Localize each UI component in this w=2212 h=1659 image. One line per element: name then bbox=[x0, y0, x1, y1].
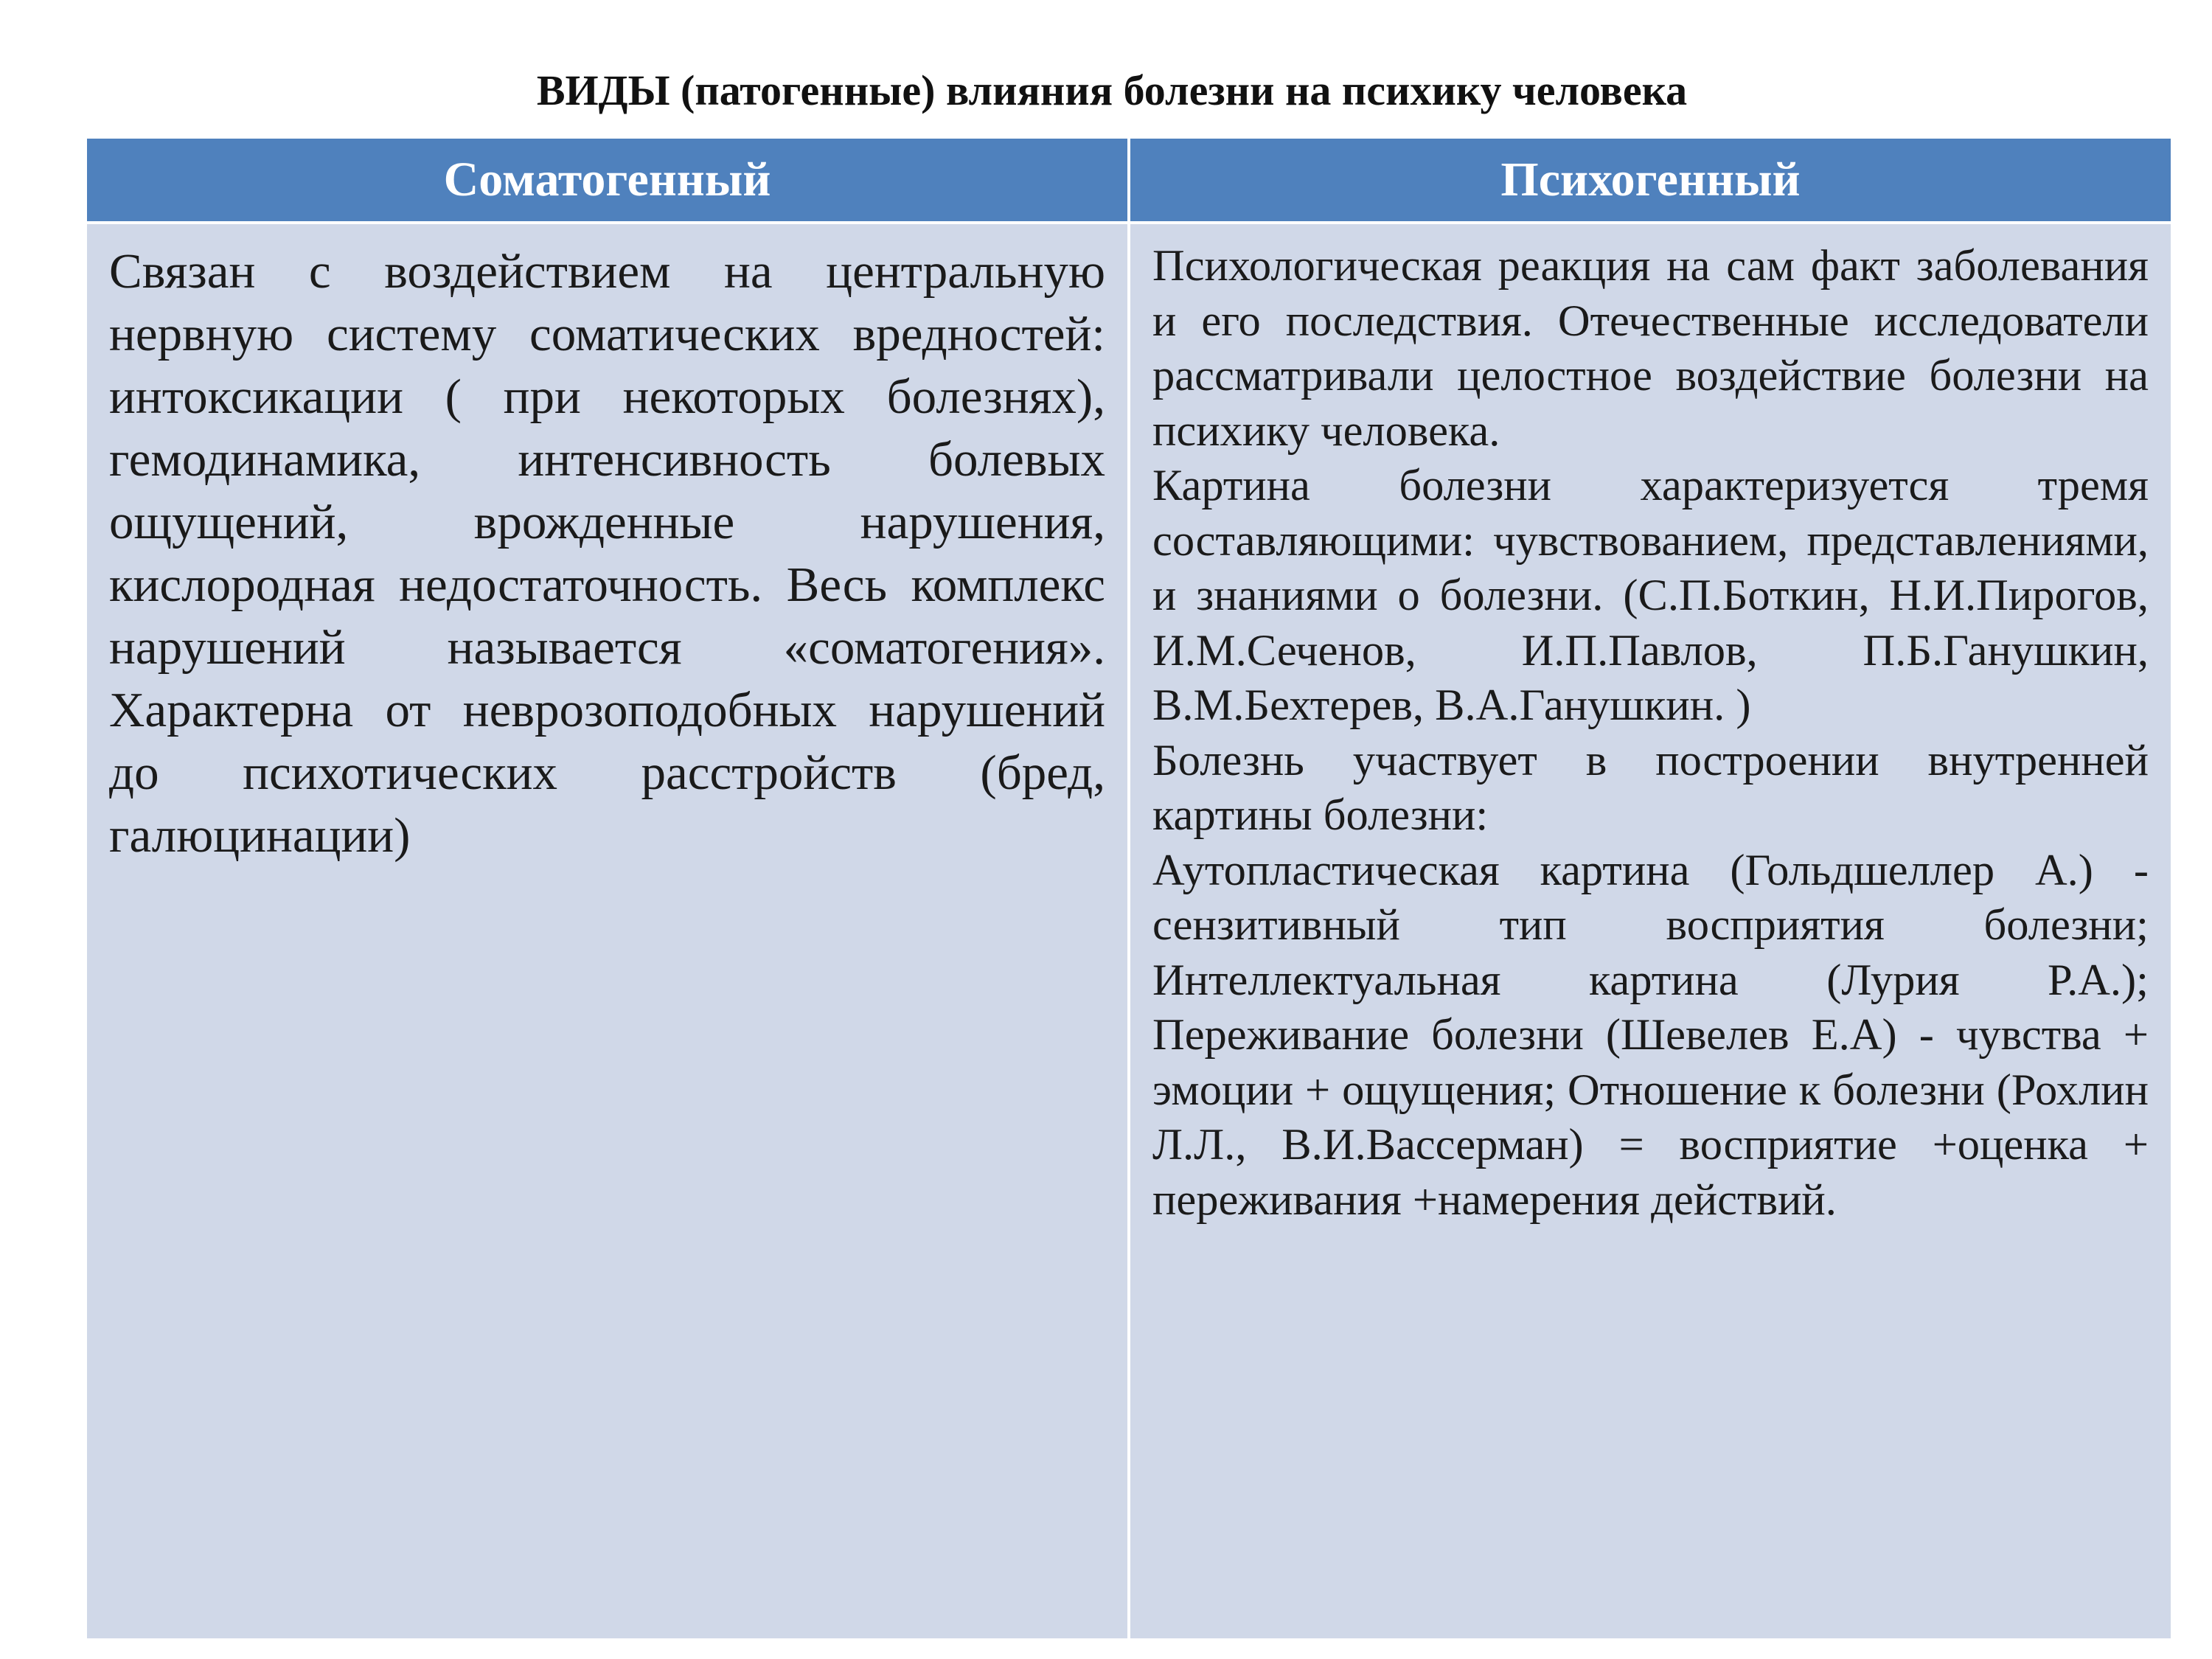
somatogenic-text: Связан с воздействием на центральную нервную систему соматических вредностей: интоксикации ( при некоторых болезнях), гемодинамика, интенсивность болевых ощущений, врожденные нарушения, кислородная недостаточность. Весь комплекс нарушений называется «соматогения». Характерна от неврозоподобных нарушений до психотических расстройств (бред, галюцинации) bbox=[109, 244, 1105, 863]
header-somatogenic: Соматогенный bbox=[87, 139, 1129, 223]
comparison-table bbox=[87, 139, 2171, 1638]
cell-psychogenic bbox=[1129, 223, 2171, 1638]
header-psychogenic: Психогенный bbox=[1129, 139, 2171, 223]
table-header-row bbox=[87, 139, 2171, 223]
psychogenic-paragraph-1: Психологическая реакция на сам факт заболевания и его последствия. Отечественные исследователи рассматривали целостное воздействие болезни на психику человека. bbox=[1152, 241, 2149, 456]
comparison-grid bbox=[87, 139, 2171, 1638]
psychogenic-paragraph-3: Болезнь участвует в построении внутренней картины болезни: bbox=[1152, 735, 2149, 840]
table-row bbox=[87, 223, 2171, 1638]
psychogenic-paragraph-4: Аутопластическая картина (Гольдшеллер А.) - сензитивный тип восприятия болезни; Интеллектуальная картина (Лурия Р.А.); Переживание болезни (Шевелев Е.А) - чувства + эмоции + ощущения; Отношение к болезни (Рохлин Л.Л., В.И.Вассерман) = восприятие +оценка + переживания +намерения действий. bbox=[1152, 845, 2149, 1225]
page-title: ВИДЫ (патогенные) влияния болезни на психику человека bbox=[536, 66, 1688, 114]
psychogenic-paragraph-2: Картина болезни характеризуется тремя составляющими: чувствованием, представлениями, и знаниями о болезни. (С.П.Боткин, Н.И.Пирогов, И.М.Сеченов, И.П.Павлов, П.Б.Ганушкин, В.М.Бехтерев, В.А.Ганушкин. ) bbox=[1152, 461, 2149, 730]
cell-somatogenic bbox=[87, 223, 1129, 1638]
